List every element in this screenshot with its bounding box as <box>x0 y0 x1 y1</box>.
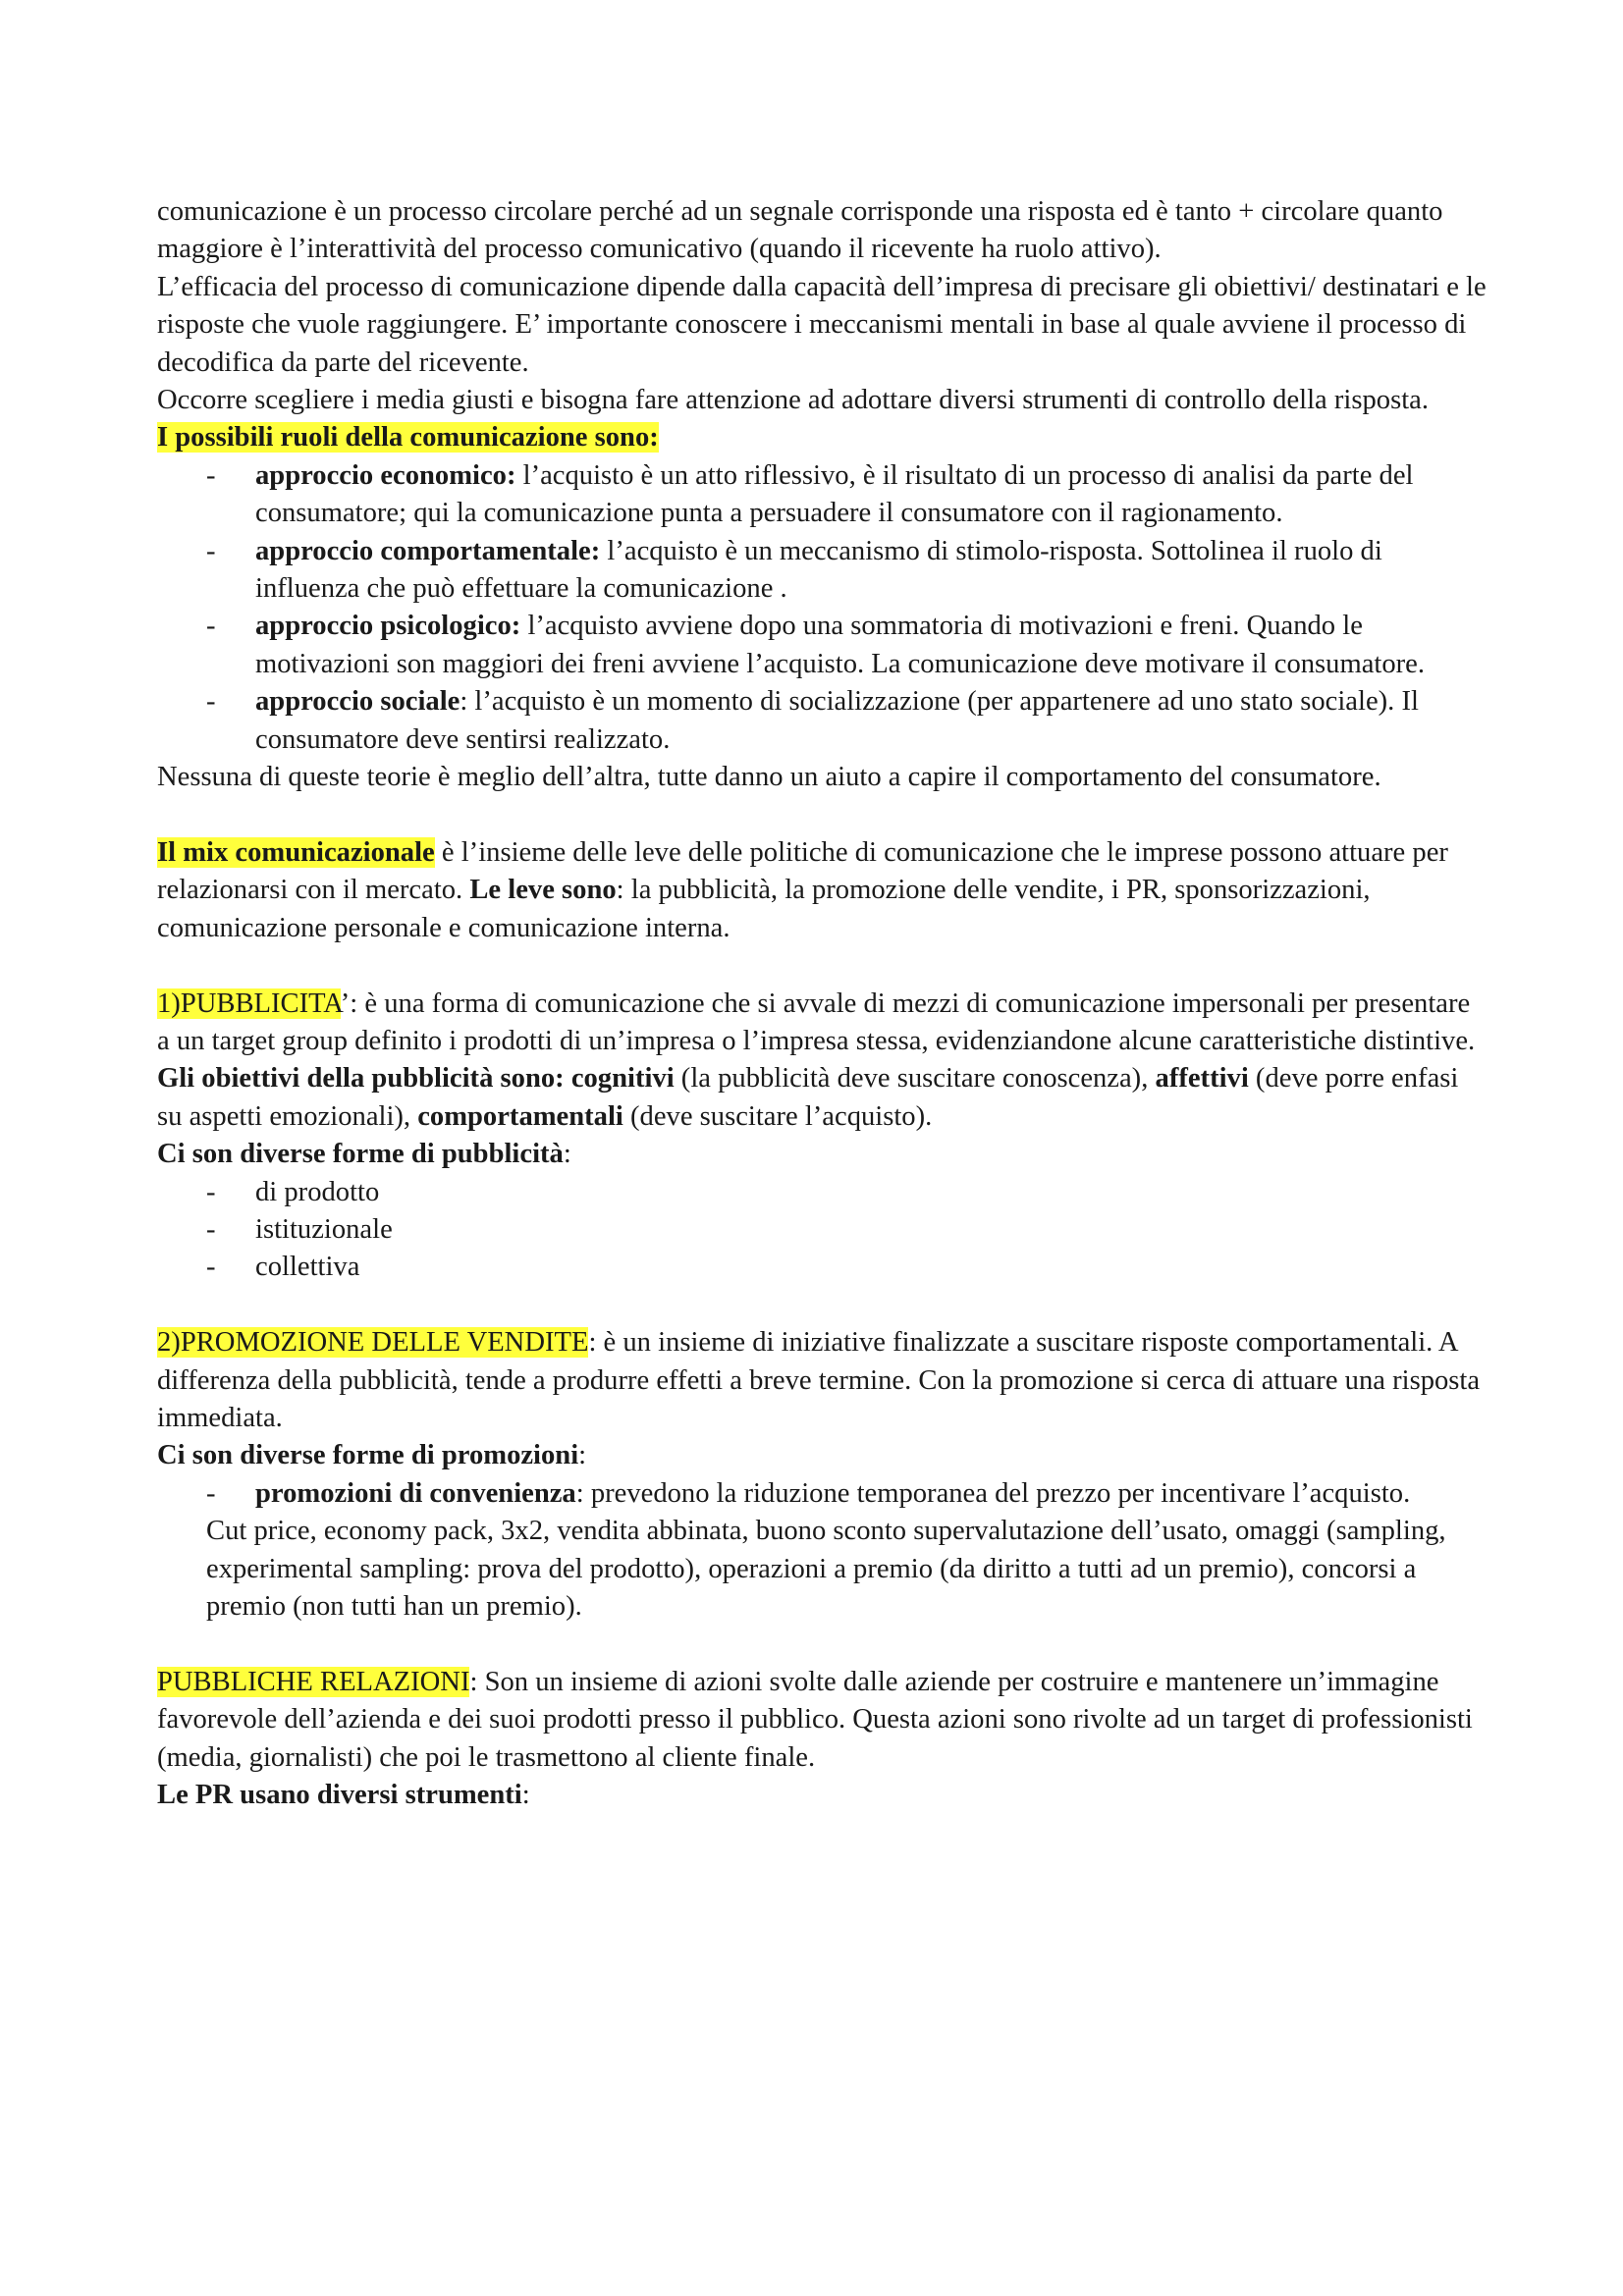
paragraph-text: : è un insieme di iniziative finalizzate a suscitare risposte comportamentali. A differenza della pubblicità, tende a produrre effetti a breve termine. Con la promozione si cerca di attuare una risposta immediata. <box>157 1327 1481 1433</box>
document-body <box>157 193 1488 1814</box>
list-item <box>157 533 1488 609</box>
item-text: l’acquisto è un meccanismo di stimolo-risposta. Sottolinea il ruolo di influenza che può effettuare la comunicazione . <box>255 535 1382 605</box>
colon: : <box>521 1780 530 1810</box>
colon: : <box>578 1440 587 1471</box>
spacer <box>157 1287 1488 1324</box>
item-text: istituzionale <box>255 1213 393 1245</box>
promozione-forme-heading <box>157 1437 1488 1474</box>
dash-bullet: - <box>206 459 216 491</box>
paragraph-text: Occorre scegliere i media giusti e bisogna fare attenzione ad adottare diversi strumenti di controllo della risposta. <box>157 385 1429 416</box>
affettivi-term: affettivi <box>1155 1063 1249 1095</box>
dash-bullet: - <box>206 1213 216 1245</box>
promozione-forme-list <box>157 1475 1488 1513</box>
colon: : <box>563 1139 571 1170</box>
paragraph-text: Cut price, economy pack, 3x2, vendita abbinata, buono sconto supervalutazione dell’usato, omaggi (sampling, experimental sampling: prova del prodotto), operazioni a premio (da diritto a tutti ad un premio), concorsi a premio (non tutti han un premio). <box>206 1516 1446 1622</box>
pubblicita-heading: 1)PUBBLICITA <box>157 988 341 1019</box>
pr-paragraph <box>157 1664 1488 1777</box>
pr-heading: PUBBLICHE RELAZIONI <box>157 1666 470 1697</box>
ruoli-heading <box>157 419 1488 456</box>
item-term: approccio psicologico: <box>255 611 521 642</box>
forme-heading-text: Ci son diverse forme di promozioni <box>157 1440 579 1471</box>
item-text: : prevedono la riduzione temporanea del prezzo per incentivare l’acquisto. <box>575 1477 1411 1509</box>
paragraph-text: ’: è una forma di comunicazione che si avvale di mezzi di comunicazione impersonali per presentare a un target group definito i prodotti di un’impresa o l’impresa stessa, evidenziandone alcune caratteristiche distintive. <box>157 988 1476 1056</box>
dash-bullet: - <box>206 611 216 642</box>
paragraph-intro-1 <box>157 193 1488 269</box>
pubblicita-forme-list <box>157 1174 1488 1287</box>
leve-term: Le leve sono <box>469 875 617 906</box>
spacer <box>157 947 1488 985</box>
paragraph-text: (la pubblicità deve suscitare conoscenza), <box>674 1063 1156 1095</box>
paragraph-text: : Son un insieme di azioni svolte dalle aziende per costruire e mantenere un’immagine favorevole dell’azienda e dei suoi prodotti presso il pubblico. Questa azioni sono rivolte ad un target di professionisti (media, giornalisti) che poi le trasmettono al cliente finale. <box>157 1666 1473 1773</box>
item-term: approccio comportamentale: <box>255 535 601 566</box>
item-text: di prodotto <box>255 1176 380 1207</box>
item-text: : l’acquisto è un momento di socializzazione (per appartenere ad uno stato sociale). Il consumatore deve sentirsi realizzato. <box>255 686 1419 755</box>
comportamentali-term: comportamentali <box>417 1100 623 1132</box>
item-term: promozioni di convenienza <box>255 1477 576 1509</box>
promozione-examples <box>157 1513 1488 1626</box>
list-item <box>157 1475 1488 1513</box>
list-item <box>157 683 1488 759</box>
item-text: l’acquisto è un atto riflessivo, è il risultato di un processo di analisi da parte del consumatore; qui la comunicazione punta a persuadere il consumatore con il ragionamento. <box>255 459 1414 529</box>
list-item <box>157 1174 1488 1211</box>
list-item <box>157 1211 1488 1249</box>
promozione-paragraph <box>157 1324 1488 1437</box>
strumenti-heading-text: Le PR usano diversi strumenti <box>157 1780 522 1810</box>
spacer <box>157 1626 1488 1663</box>
mix-term: Il mix comunicazionale <box>157 836 435 868</box>
paragraph-text: (deve porre enfasi su aspetti emozionali), <box>157 1063 1459 1132</box>
pubblicita-paragraph <box>157 986 1488 1137</box>
item-text: l’acquisto avviene dopo una sommatoria di motivazioni e freni. Quando le motivazioni son maggiori dei freni avviene l’acquisto. La comunicazione deve motivare il consumatore. <box>255 611 1426 679</box>
pr-strumenti-heading <box>157 1777 1488 1814</box>
paragraph-text: è l’insieme delle leve delle politiche di comunicazione che le imprese possono attuare per relazionarsi con il mercato. <box>157 836 1448 906</box>
ruoli-heading-text: I possibili ruoli della comunicazione sono: <box>157 422 659 454</box>
mix-paragraph <box>157 834 1488 947</box>
pubblicita-forme-heading <box>157 1136 1488 1173</box>
paragraph-text: (deve suscitare l’acquisto). <box>622 1100 933 1132</box>
list-item <box>157 1249 1488 1286</box>
list-item <box>157 457 1488 533</box>
paragraph-text: : la pubblicità, la promozione delle vendite, i PR, sponsorizzazioni, comunicazione personale e comunicazione interna. <box>157 875 1371 943</box>
paragraph-intro-2 <box>157 269 1488 382</box>
ruoli-conclusion <box>157 759 1488 796</box>
item-text: collettiva <box>255 1252 360 1283</box>
paragraph-intro-3 <box>157 382 1488 419</box>
promozione-heading: 2)PROMOZIONE DELLE VENDITE <box>157 1327 589 1359</box>
item-term: approccio economico: <box>255 459 516 491</box>
ruoli-list <box>157 457 1488 759</box>
obiettivi-term: Gli obiettivi della pubblicità sono: cognitivi <box>157 1063 675 1095</box>
paragraph-text: comunicazione è un processo circolare perché ad un segnale corrisponde una risposta ed è tanto + circolare quanto maggiore è l’interattività del processo comunicativo (quando il ricevente ha ruolo attivo). <box>157 196 1443 265</box>
dash-bullet: - <box>206 535 216 566</box>
dash-bullet: - <box>206 1252 216 1283</box>
dash-bullet: - <box>206 1477 216 1509</box>
forme-heading-text: Ci son diverse forme di pubblicità <box>157 1139 564 1170</box>
paragraph-text: L’efficacia del processo di comunicazione dipende dalla capacità dell’impresa di precisare gli obiettivi/ destinatari e le risposte che vuole raggiungere. E’ importante conoscere i meccanismi mentali in base al quale avviene il processo di decodifica da parte del ricevente. <box>157 271 1487 378</box>
list-item <box>157 608 1488 683</box>
item-term: approccio sociale <box>255 686 460 718</box>
dash-bullet: - <box>206 1176 216 1207</box>
spacer <box>157 797 1488 834</box>
dash-bullet: - <box>206 686 216 718</box>
paragraph-text: Nessuna di queste teorie è meglio dell’altra, tutte danno un aiuto a capire il comportamento del consumatore. <box>157 762 1381 793</box>
